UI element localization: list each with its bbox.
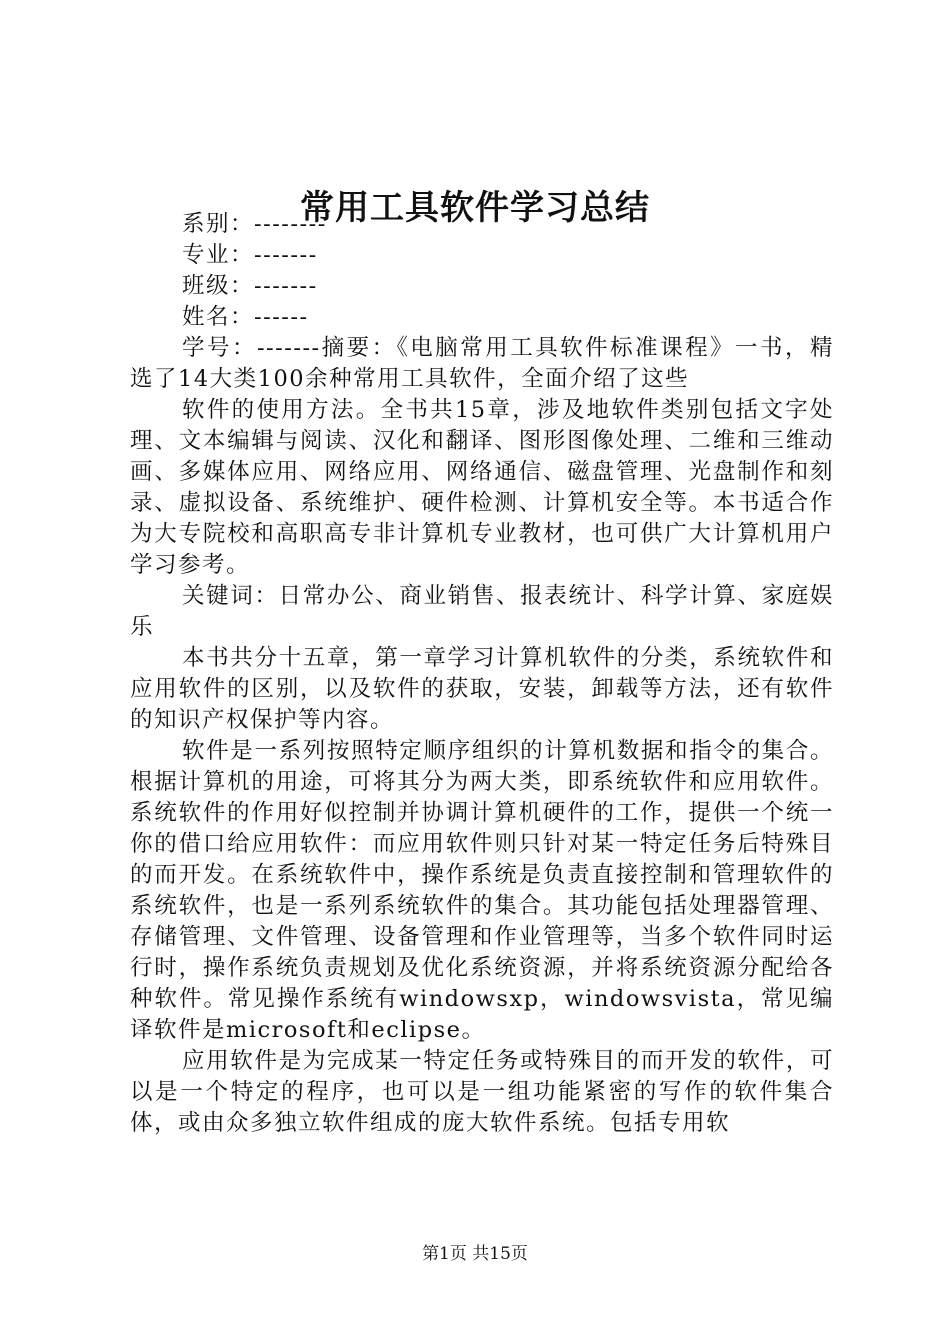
field-department: 系别：-------- [182, 211, 327, 237]
document-title: 常用工具软件学习总结 [300, 188, 650, 228]
paragraph-keywords: 关键词：日常办公、商业销售、报表统计、科学计算、家庭娱乐 [130, 583, 834, 640]
paragraph-abstract: 学号：-------摘要：《电脑常用工具软件标准课程》一书，精选了14大类100余种常用工具软件，全面介绍了这些 [130, 335, 834, 392]
field-name: 姓名：------ [182, 304, 309, 330]
paragraph-application-software: 应用软件是为完成某一特定任务或特殊目的而开发的软件，可以是一个特定的程序，也可以是一组功能紧密的写作的软件集合体，或由众多独立软件组成的庞大软件系统。包括专用软 [130, 1048, 834, 1136]
paragraph-book-overview: 软件的使用方法。全书共15章，涉及地软件类别包括文字处理、文本编辑与阅读、汉化和翻译、图形图像处理、二维和三维动画、多媒体应用、网络应用、网络通信、磁盘管理、光盘制作和刻录、虚拟设备、系统维护、硬件检测、计算机安全等。本书适合作为大专院校和高职高专非计算机专业教材，也可供广大计算机用户学习参考。 [130, 397, 834, 578]
paragraph-system-software: 软件是一系列按照特定顺序组织的计算机数据和指令的集合。根据计算机的用途，可将其分为两大类，即系统软件和应用软件。系统软件的作用好似控制并协调计算机硬件的工作，提供一个统一你的借口给应用软件：而应用软件则只针对某一特定任务后特殊目的而开发。在系统软件中，操作系统是负责直接控制和管理软件的系统软件，也是一系列系统软件的集合。其功能包括处理器管理、存储管理、文件管理、设备管理和作业管理等，当多个软件同时运行时，操作系统负责规划及优化系统资源，并将系统资源分配给各种软件。常见操作系统有windowsxp，windowsvista，常见编译软件是microsoft和eclipse。 [130, 738, 834, 1043]
page-footer: 第1页 共15页 [422, 1244, 528, 1264]
field-class: 班级：------- [182, 273, 318, 299]
field-major: 专业：------- [182, 242, 318, 268]
document-body [130, 209, 834, 1139]
paragraph-chapter-one: 本书共分十五章，第一章学习计算机软件的分类，系统软件和应用软件的区别，以及软件的获取，安装，卸载等方法，还有软件的知识产权保护等内容。 [130, 645, 834, 733]
